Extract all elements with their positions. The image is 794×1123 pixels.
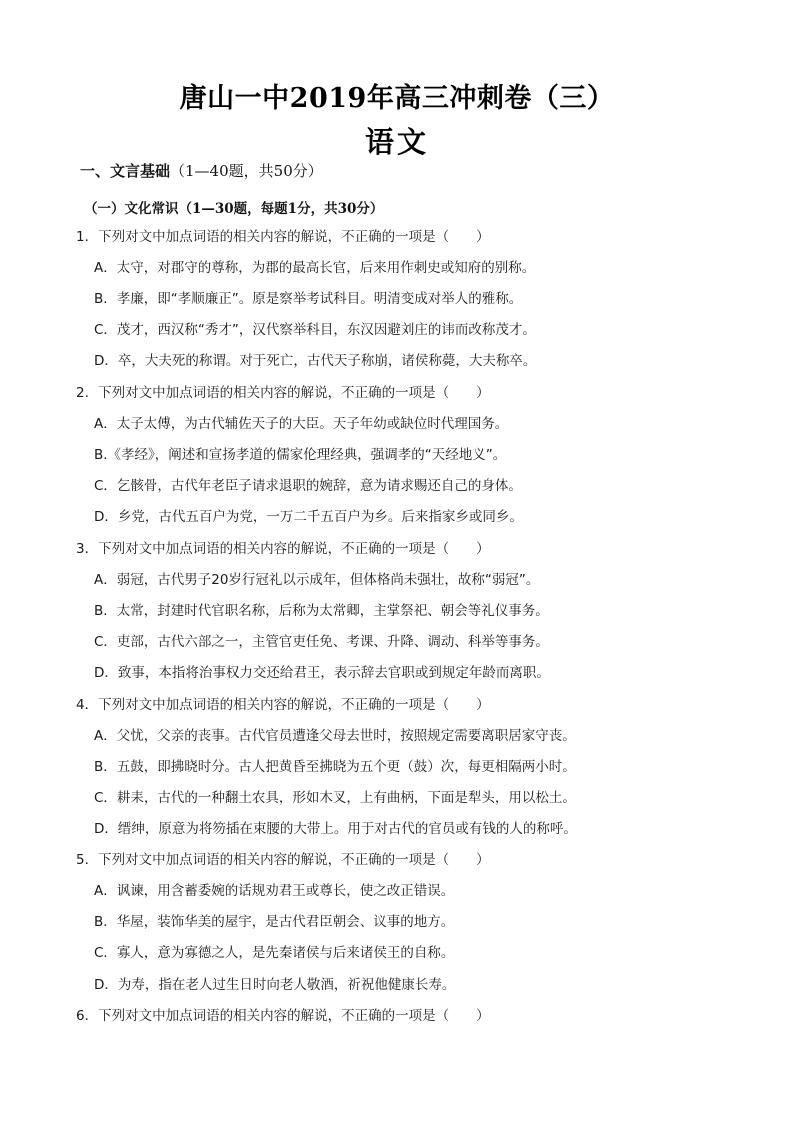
question-option: D．乡党，古代五百户为党，一万二千五百户为乡。后来指家乡或同乡。: [94, 509, 523, 525]
question-option: C．乞骸骨，古代年老臣子请求退职的婉辞，意为请求赐还自己的身体。: [94, 478, 522, 494]
question-option: A．太子太傅，为古代辅佐天子的大臣。天子年幼或缺位时代理国务。: [94, 416, 509, 432]
question-option: B.《孝经》，阐述和宣扬孝道的儒家伦理经典，强调孝的“天经地义”。: [94, 447, 507, 463]
question-stem: 2．下列对文中加点词语的相关内容的解说，不正确的一项是（ ）: [76, 385, 490, 401]
subsection-heading: （一）文化常识（1—30题，每题1分，共30分）: [84, 201, 384, 217]
question-option: D．缙绅，原意为将笏插在束腰的大带上。用于对古代的官员或有钱的人的称呼。: [94, 821, 577, 837]
question-option: A．父忧，父亲的丧事。古代官员遭逢父母去世时，按照规定需要离职居家守丧。: [94, 728, 576, 744]
page-subtitle: 语文: [364, 125, 429, 159]
question-stem: 3．下列对文中加点词语的相关内容的解说，不正确的一项是（ ）: [76, 541, 490, 557]
question-stem: 4．下列对文中加点词语的相关内容的解说，不正确的一项是（ ）: [76, 697, 490, 713]
question-option: D．为寿，指在老人过生日时向老人敬酒，祈祝他健康长寿。: [94, 977, 456, 993]
question-option: D．致事，本指将治事权力交还给君王，表示辞去官职或到规定年龄而离职。: [94, 665, 550, 681]
question-stem: 5．下列对文中加点词语的相关内容的解说，不正确的一项是（ ）: [76, 852, 490, 868]
question-option: B．华屋，装饰华美的屋宇，是古代君臣朝会、议事的地方。: [94, 914, 455, 930]
question-option: A．讽谏，用含蓄委婉的话规劝君王或尊长，使之改正错误。: [94, 883, 455, 899]
question-option: C．茂才，西汉称“秀才”，汉代察举科目，东汉因避刘庄的讳而改称茂才。: [94, 322, 536, 338]
section-heading: [80, 160, 323, 181]
question-option: A．太守，对郡守的尊称，为郡的最高长官，后来用作刺史或知府的别称。: [94, 260, 536, 276]
question-stem: 6．下列对文中加点词语的相关内容的解说，不正确的一项是（ ）: [76, 1008, 490, 1024]
section-label: 一、文言基础: [80, 162, 171, 180]
question-option: C．寡人，意为寡德之人，是先秦诸侯与后来诸侯王的自称。: [94, 945, 455, 961]
section-detail: （1—40题，共50分）: [170, 162, 323, 180]
question-option: A．弱冠，古代男子20岁行冠礼以示成年，但体格尚未强壮，故称“弱冠”。: [94, 572, 540, 588]
question-option: C．吏部，古代六部之一，主管官吏任免、考课、升降、调动、科举等事务。: [94, 634, 549, 650]
page-title: 唐山一中2019年高三冲刺卷（三）: [179, 83, 615, 114]
question-option: C．耕耒，古代的一种翻土农具，形如木叉，上有曲柄，下面是犁头，用以松土。: [94, 790, 576, 806]
question-option: B．孝廉，即“孝顺廉正”。原是察举考试科目。明清变成对举人的雅称。: [94, 291, 523, 307]
question-option: B．五鼓，即拂晓时分。古人把黄昏至拂晓为五个更（鼓）次，每更相隔两小时。: [94, 759, 576, 775]
question-option: D．卒，大夫死的称谓。对于死亡，古代天子称崩，诸侯称薨，大夫称卒。: [94, 353, 537, 369]
question-stem: 1．下列对文中加点词语的相关内容的解说，不正确的一项是（ ）: [76, 229, 490, 245]
question-option: B．太常，封建时代官职名称，后称为太常卿，主掌祭祀、朝会等礼仪事务。: [94, 603, 549, 619]
